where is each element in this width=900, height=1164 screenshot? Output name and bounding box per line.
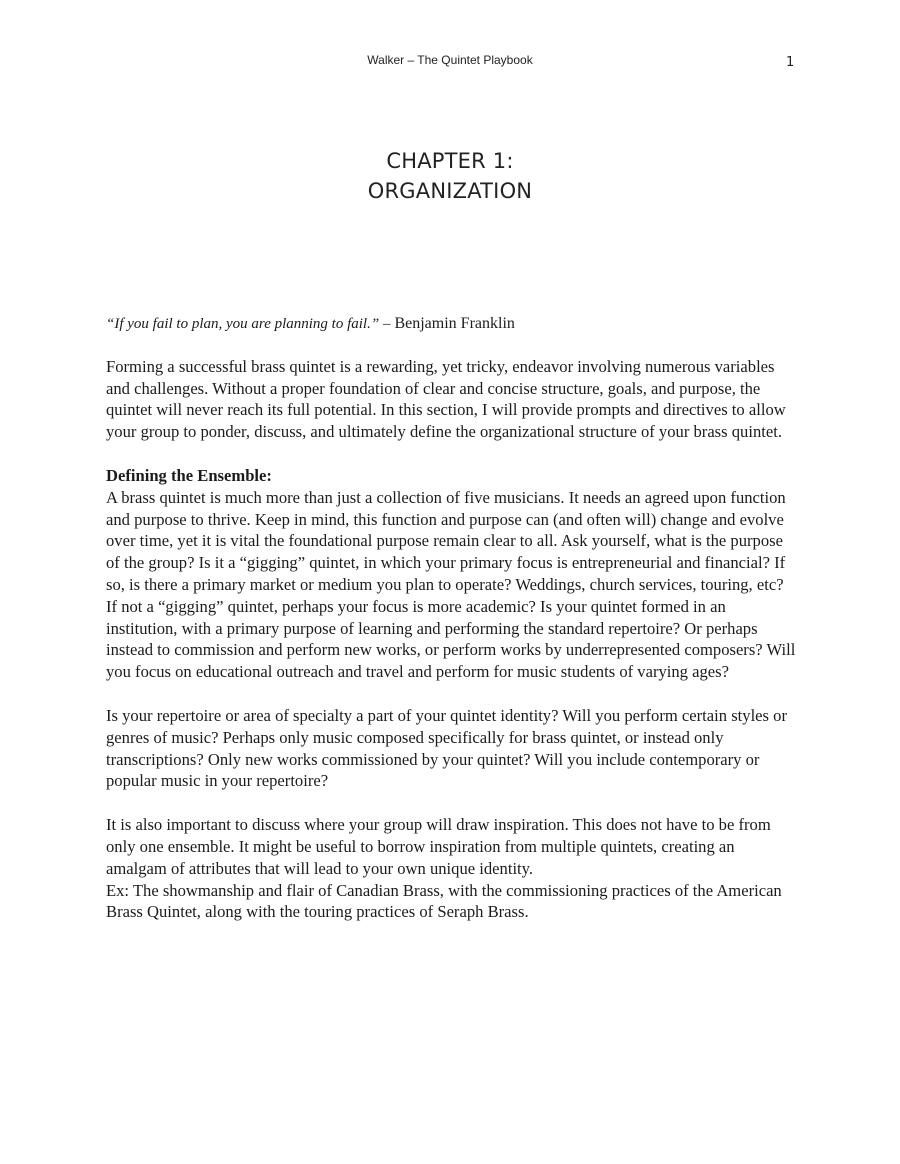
epigraph-quote: “If you fail to plan, you are planning to fail.” –: [106, 316, 391, 332]
chapter-title: [0, 146, 900, 206]
repertoire-paragraph: Is your repertoire or area of specialty a part of your quintet identity? Will you perform certain styles or genres of music? Perhaps only music composed specifically for brass quintet, or instead only transcriptions? Only new works commissioned by your quintet? Will you include contemporary or popular music in your repertoire?: [106, 705, 787, 791]
chapter-number: CHAPTER 1:: [386, 149, 514, 173]
document-body: [106, 313, 796, 923]
epigraph: [106, 313, 796, 336]
inspiration-paragraph: It is also important to discuss where your group will draw inspiration. This does not have to be from only one ensemble. It might be useful to borrow inspiration from multiple quintets, creating an amalgam of attributes that will lead to your own unique identity.: [106, 815, 771, 878]
intro-paragraph: Forming a successful brass quintet is a rewarding, yet tricky, endeavor involving numerous variables and challenges. Without a proper foundation of clear and concise structure, goals, and purpose, the quintet will never reach its full potential. In this section, I will provide prompts and directives to allow your group to ponder, discuss, and ultimately define the organizational structure of your brass quintet.: [106, 356, 786, 442]
section-heading: Defining the Ensemble:: [106, 465, 272, 485]
ensemble-paragraph: A brass quintet is much more than just a collection of five musicians. It needs an agreed upon function and purpose to thrive. Keep in mind, this function and purpose can (and often will) change and evolve over time, yet it is vital the foundational purpose remain clear to all. Ask yourself, what is the purpose of the group? Is it a “gigging” quintet, in which your primary focus is entrepreneurial and financial? If so, is there a primary market or medium you plan to operate? Weddings, church services, touring, etc? If not a “gigging” quintet, perhaps your focus is more academic? Is your quintet formed in an institution, with a primary purpose of learning and performing the standard repertoire? Or perhaps instead to commission and perform new works, or perform works by underrepresented composers? Will you focus on educational outreach and travel and perform for music students of varying ages?: [106, 487, 796, 682]
page-number: 1: [786, 55, 795, 70]
chapter-name: ORGANIZATION: [367, 179, 533, 203]
running-header: Walker – The Quintet Playbook: [367, 53, 533, 67]
example-paragraph: Ex: The showmanship and flair of Canadian Brass, with the commissioning practices of the American Brass Quintet, along with the touring practices of Seraph Brass.: [106, 880, 782, 922]
epigraph-author: Benjamin Franklin: [390, 315, 515, 332]
